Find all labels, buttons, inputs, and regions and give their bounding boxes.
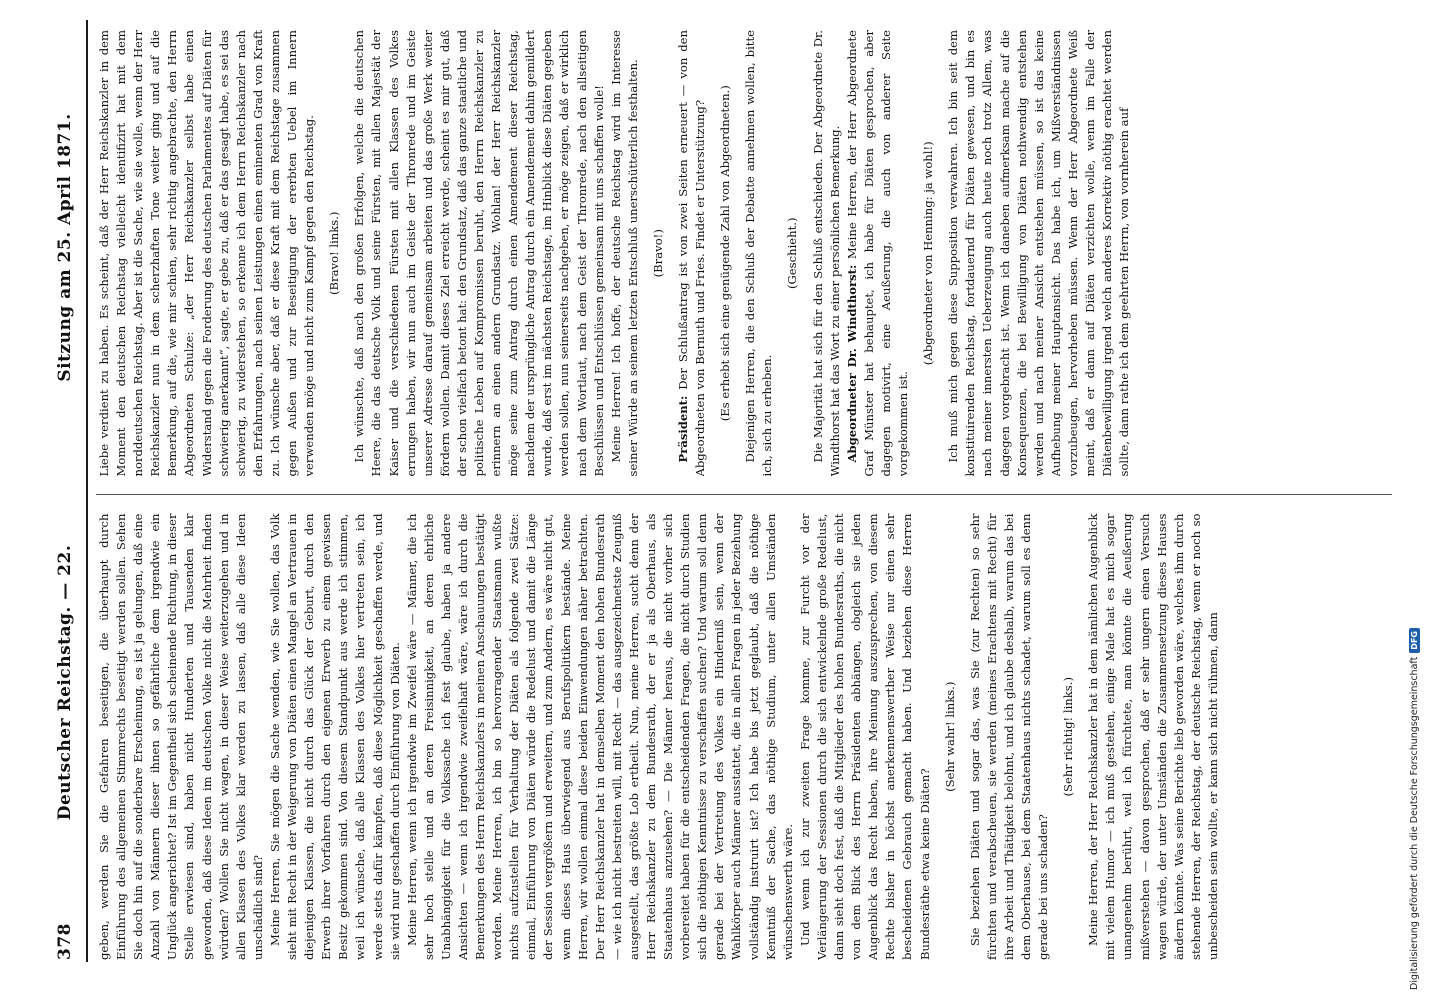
credit-text: Digitalisierung gefördert durch die Deutsche Forschungsgemeinschaft	[1409, 656, 1420, 990]
stage-direction: (Es erhebt sich eine genügende Zahl von Abgeordneten.)	[718, 85, 733, 422]
stage-direction: (Abgeordneter von Henning: ja wohl!)	[921, 141, 936, 366]
paragraph: Ich wünschte, daß nach den großen Erfolgen, welche die deutschen Heere, die das deutsche Volk und seine Fürsten, mit allen Majestät der Kaiser und die verschiedenen Fürsten mit allen Klassen des Volkes errungen haben, wir nun auch im Geiste der Thronrede und im Geiste unserer Adresse darauf gemeinsam arbeiten und das große Werk weiter fördern wollen. Damit dieses Ziel erreicht werde, scheint es mir gut, daß der schon vielfach betont hat: den Grundsatz, daß das ganze staatliche und politische Leben auf Kompromissen beruht, den Herrn Reichskanzler zu erinnern an einen andern Grundsatz. Wohlan! der Herr Reichskanzler möge seine zum Antrag durch einen Amendement dieser Reichstag, nachdem der ursprüngliche Antrag durch ein Amendement dahin gemildert wurde, daß erst im nächsten Reichstage, im Hinblick diese Diäten gegeben werden sollen, nun seinerseits nachgeben, er möge zeigen, daß er wirklich nach dem Wortlaut, nach dem Geist der Thronrede, nach den allseitigen Beschlüssen und Entschlüssen gemeinsam mit uns schaffen wolle!	[352, 30, 606, 477]
speech-text: Meine Herren, der Herr Abgeordnete Graf Münster hat behauptet, ich habe für Diäten gesprochen, aber dagegen motivirt, eine Aeußerung, die auch von anderer Seite vorgekommen ist.	[844, 30, 911, 477]
paragraph: Ich muß mich gegen diese Supposition verwahren. Ich bin seit dem konstituirenden Reichstag, fortdauernd für Diäten gewesen, und bin es nach meiner innersten Ueberzeugung auch heute noch trotz Allem, was dagegen vorgebracht ist. Wenn ich daneben aufmerksam mache auf die Konsequenzen, die bei Bewilligung von Diäten nothwendig entstehen werden und nach meiner Ansicht entstehen müssen, so ist das keine Aufhebung meiner Hauptansicht. Das habe ich, um Mißverständnissen vorzubeugen, hervorheben müssen. Wenn der Herr Abgeordnete Weiß meint, daß er dann auf Diäten verzichten wolle, wenn im Falle der Diätenbewilligung irgend welch anderes Korrektiv nöthig erachtet werden sollte, dann rathe ich dem geehrten Herrn, von vornherein auf	[946, 30, 1132, 477]
right-column	[96, 30, 1392, 477]
stage-direction: (Geschieht.)	[785, 217, 800, 289]
speaker-name: Abgeordneter Dr. Windthorst:	[844, 264, 859, 463]
paragraph	[844, 30, 912, 477]
page-number: 378	[55, 923, 75, 960]
paragraph: Die Majorität hat sich für den Schluß entschieden. Der Abgeordnete Dr. Windthorst hat das Wort zu einer persönlichen Bemerkung.	[810, 30, 842, 477]
paragraph: Und wenn ich zur zweiten Frage komme, zur Furcht vor der Verlängerung der Sessionen durch die sich entwickelnde große Redelust, dann sieht doch fest, daß die Mitglieder des hohen Bundesraths, die nicht von dem Blick des Herrn Präsidenten abhängen, obgleich sie jeden Augenblick das Recht haben, ihre Meinung auszusprechen, von diesem Rechte bisher in höchst anerkennenswerther Weise nur einen sehr bescheidenen Gebrauch gemacht haben. Und beziehen diese Herren Bundesräthe etwa keine Diäten?	[797, 513, 932, 960]
column-divider	[96, 495, 1392, 496]
stage-direction: (Bravo! links.)	[327, 211, 342, 295]
paragraph: geben, werden Sie die Gefahren beseitigen, die überhaupt durch Einführung des allgemeinen Stimmrechts beseitigt werden sollen. Sehen Sie doch hin auf die sonderbare Erscheinung, es ist ja gelungen, daß eine Anzahl von Männern dieser ihnen so gefährliche dem irgendwie ein Unglück angerichtet? Ist im Gegentheil sich scheinende Richtung, in dieser Stelle erwiesen sind, haben nicht Hunderten und Tausenden klar geworden, daß diese Ideen im deutschen Volke nicht die Mehrheit finden würden? Wollen Sie nicht wagen, in dieser Weise weiterzugehen und in allen Klassen des Volkes klar werden zu lassen, daß alle diese Ideen unschädlich sind?	[97, 513, 265, 960]
paragraph	[675, 30, 709, 477]
stage-direction: (Sehr richtig! links.)	[1061, 677, 1076, 797]
text-columns	[96, 30, 1392, 960]
paragraph: Liebe verdient zu haben. Es scheint, daß der Herr Reichskanzler in dem Moment den deutschen Reichstag vielleicht identifizirt hat mit dem norddeutschen Reichstag. Aber ist die Sache, wie sie wolle, wenn der Herr Reichskanzler nun in dem scherzhaften Tone weiter ging und auf die Bemerkung, auf die, wie mir schien, sehr richtig angebrachte, den Herrn Abgeordneten Schulze: „der Herr Reichskanzler selbst habe einen Widerstand gegen die Forderung des deutschen Parlamentes auf Diäten für schwierig anerkannt“, sagte, er gebe zu, daß er das gesagt habe, es sei das schwierig, zu widerstehen, so erkenne ich dem Herrn Reichskanzler nach den Erfahrungen, nach seinen Leistungen einen eminenten Grad von Kraft zu. Ich wünsche aber, daß er diese Kraft mit dem Reichstage zusammen gegen Außen und zur Beseitigung der ererbten Uebel im Innern verwenden möge und nicht zum Kampf gegen den Reichstag.	[97, 30, 317, 477]
stage-direction: (Sehr wahr! links.)	[942, 681, 957, 792]
paragraph: Meine Herren, wenn ich irgendwie im Zweifel wäre — Männer, die ich sehr hoch stelle und an deren Freisinnigkeit, an deren ehrliche Unabhängigkeit für die Volkssache ich fest glaube, haben ja andere Ansichten — wenn ich irgendwie zweifelhaft wäre, wäre ich durch die Bemerkungen des Herrn Reichskanzlers in meinen Anschauungen bestätigt worden. Meine Herren, ich bin so hervorragender Staatsmann wußte nichts aufzustellen für Verhaltung der Diäten als folgende zwei Sätze: einmal, Einführung von Diäten würde die Redelust und damit die Länge der Session vergrößern und erweitern, und zum Andern, es wäre nicht gut, wenn dieses Haus überwiegend aus Berufspolitikern bestände. Meine Herren, wir wollen einmal diese beiden Einwendungen näher betrachten. Der Herr Reichskanzler hat in demselben Moment den hohen Bundesrath — wie ich nicht bestreiten will, mit Recht — das ausgezeichnetste Zeugniß ausgestellt, das größte Lob ertheilt. Nun, meine Herren, sucht denn der Herr Reichskanzler zu dem Bundesrath, der er ja als Oberhaus, als Staatenhaus anzusehen? — Die Männer heraus, die nicht vorher sich vorbereitet haben für die entscheidenden Fragen, die nicht durch Studien sich die nöthigen Kenntnisse zu verschaffen suchen? Und warum soll denn gerade bei der Vertretung des Volkes ein Hinderniß sein, wenn der Wahlkörper auch Männer ausstattet, die in allen Fragen in jeder Beziehung vollständig instruirt ist? Ich habe bis jetzt geglaubt, daß die nöthige Kenntniß der Sache, das nöthige Studium, unter allen Umständen wünschenswerth wäre.	[404, 513, 795, 960]
speaker-name: Präsident:	[676, 395, 690, 463]
digitization-credit	[1409, 628, 1420, 990]
paragraph: Meine Herren! Ich hoffe, der deutsche Reichstag wird im Interesse seiner Würde an seinem letzten Entschluß unerschütterlich festhalten.	[608, 30, 640, 477]
header-right-title: Sitzung am 25. April 1871.	[55, 113, 75, 382]
page-header	[50, 30, 80, 960]
paragraph: Meine Herren, der Herr Reichskanzler hat in dem nämlichen Augenblick mit vielem Humor — ich muß gestehen, einige Male hat es mich sogar unangenehm berührt, weil ich fürchtete, man könnte die Aeußerung mißverstehen — davon gesprochen, daß er sehr ungern einen Versuch wagen würde, der unter Umständen die Zusammensetzung dieses Hauses ändern könnte. Was seine Berichte lieb geworden wäre, welches ihm durch stehende Herren, der Reichstag, der deutsche Reichstag, wenn er noch so unbescheiden sein wollte, er kann sich nicht rühmen, dann	[1086, 513, 1220, 960]
speech-text: Der Schlußantrag ist von zwei Seiten erneuert — von den Abgeordneten von Bernuth und Fries. Findet er Unterstützung?	[676, 30, 708, 477]
stage-direction: (Bravo!)	[650, 229, 665, 278]
left-column	[96, 514, 1392, 961]
paragraph: Diejenigen Herren, die den Schluß der Debatte annehmen wollen, bitte ich, sich zu erheben.	[743, 30, 775, 477]
paragraph: Sie beziehen Diäten und sogar das, was Sie (zur Rechten) so sehr fürchten und verabscheuen, sie werden (meines Erachtens mit Recht) für ihre Arbeit und Thätigkeit belohnt, und ich glaube deshalb, warum das bei dem Oberhause, bei dem Staatenhaus nichts schadet, warum soll es denn gerade bei uns schaden?	[967, 513, 1051, 960]
paragraph: Meine Herren, Sie mögen die Sache wenden, wie Sie wollen, das Volk sieht mit Recht in der Weigerung von Diäten einen Mangel an Vertrauen in diejenigen Klassen, die nicht durch das Glück der Geburt, durch den Erwerb ihrer Vorfahren durch den eigenen Erwerb zu einem gewissen Besitz gekommen sind. Von diesem Standpunkt aus werde ich stimmen, weil ich wünsche, daß alle Klassen des Volkes hier vertreten sein, ich werde stets dafür kämpfen, daß diese Möglichkeit geschaffen werde, und sie wird nur geschaffen durch Einführung von Diäten.	[267, 513, 402, 960]
header-left-title: Deutscher Reichstag. — 22.	[55, 544, 75, 821]
dfg-logo: DFG	[1409, 628, 1420, 653]
header-rule	[86, 20, 88, 962]
